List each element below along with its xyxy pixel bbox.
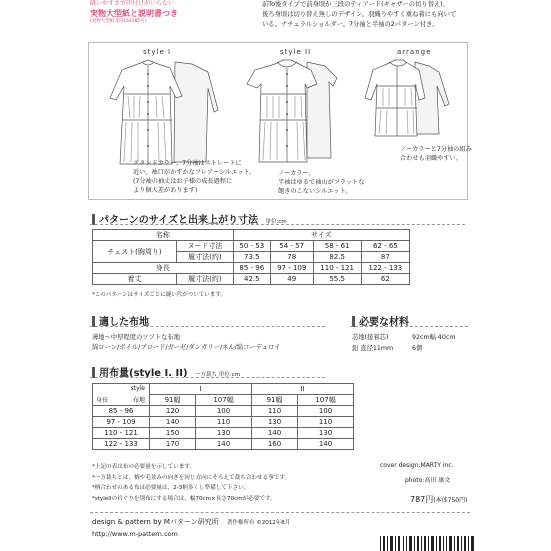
width-header: 91幅 <box>251 395 297 406</box>
cover-credit: cover design:MARTY inc. <box>380 462 454 469</box>
table-row <box>93 384 354 395</box>
usage-note: *柄合わせのある布は必要量は、2-3柄多くし準備して下さい。 <box>92 485 250 492</box>
nude-label: ヌード寸法 <box>177 241 234 252</box>
table-cell: 130 <box>251 417 297 428</box>
width-header: 107幅 <box>298 395 354 406</box>
style-1-illustration <box>100 58 250 168</box>
size-title-text: パターンのサイズと出来上がり寸法 <box>99 215 258 226</box>
material-item <box>352 344 472 355</box>
caption-style-1 <box>133 160 273 196</box>
caption-1-line-1: スタンドカラー。7分袖はストレートに <box>133 160 242 167</box>
header-fabric: 布地 <box>132 397 145 404</box>
material-name: 釦 直径11mm <box>352 344 394 352</box>
table-row <box>93 241 410 252</box>
table-cell: 140 <box>298 439 354 450</box>
table-cell: 82.5 <box>313 252 361 263</box>
photo-credit: photo:高田 康文 <box>405 477 451 484</box>
row-height: 97 - 109 <box>93 417 150 428</box>
table-cell: 160 <box>251 439 297 450</box>
header-name: 名称 <box>93 230 234 241</box>
table-cell: 97 - 109 <box>270 263 313 274</box>
table-cell: 110 - 121 <box>313 263 361 274</box>
description-line-3: いる。ナチュラルショルダー。7分袖と半袖の2パターン付き。 <box>262 20 439 28</box>
table-cell: 100 <box>196 406 252 417</box>
footer-divider <box>90 512 470 513</box>
table-row <box>93 417 354 428</box>
caption-1-line-4: より個人差があります) <box>133 186 198 194</box>
caption-1-line-2: 近い、袖口がかすかなフレアーシルエット。 <box>133 168 256 176</box>
usage-note: *styleIIの衿ぐりを別布にする場合は、幅70cm×長さ70cmが必要です。 <box>92 495 276 502</box>
row-height: 85 - 96 <box>93 406 150 417</box>
fabric-line-1: 薄地〜中厚程度のソフトな布地 <box>92 334 181 341</box>
description <box>262 0 512 29</box>
table-cell: 140 <box>150 417 196 428</box>
header-size: サイズ <box>233 230 409 241</box>
size-note: *このパターンはサイズごとに縫い代がついています。 <box>92 292 226 298</box>
promo-line-2: 実物大型紙と説明書つき <box>90 8 178 18</box>
table-cell: 130 <box>196 428 252 439</box>
usage-table <box>92 383 354 450</box>
table-cell: 150 <box>150 428 196 439</box>
designer-text: design & pattern by Mパターン研究所 <box>92 518 219 526</box>
size-unit: 単位:cm <box>265 219 287 225</box>
usage-notes <box>92 462 392 505</box>
caption-3-line-2: 合わせも羽織やすい。 <box>400 154 462 162</box>
materials-title-text: 必要な材料 <box>359 317 409 328</box>
table-cell: 140 <box>196 439 252 450</box>
chest-label: チェスト(胸周り) <box>93 241 177 263</box>
width-header: 107幅 <box>196 395 252 406</box>
website-url: http://www.m-pattern.com <box>92 530 178 538</box>
caption-3-line-1: ノーカラーと7分袖の組み <box>400 146 472 153</box>
usage-title-text: 用布量(style I. II) <box>99 368 188 379</box>
table-row <box>93 274 410 285</box>
table-cell: 120 <box>150 406 196 417</box>
table-cell: 50 - 53 <box>233 241 270 252</box>
material-value: 6個 <box>412 344 423 352</box>
divider <box>90 377 325 378</box>
usage-header-corner <box>93 384 150 406</box>
finished-label: 履寸法(約) <box>177 252 234 263</box>
table-row <box>93 263 410 274</box>
usage-note: *一方裁ちとは、柄や毛並みの向きを同じ方向にそろえて裁ち合わせる事です。 <box>92 474 291 481</box>
promo-line-3: (実物大型紙 第3150185号) <box>90 18 147 24</box>
header-height: 身長 <box>96 397 109 404</box>
table-cell: 55.5 <box>313 274 361 285</box>
table-cell: 73.5 <box>233 252 270 263</box>
table-cell: 100 <box>298 406 354 417</box>
style-2-label: style II <box>280 48 312 56</box>
header-style-2: II <box>251 384 353 395</box>
table-cell: 110 <box>196 417 252 428</box>
style-2-illustration <box>245 58 365 168</box>
arrange-label: arrange <box>397 48 432 56</box>
copyright-text: 著作権所有 ©2012年8月 <box>227 520 291 526</box>
description-line-2: 後ろ身頃は切り替え無しのデザイン。羽織りやすく重ね着にも向いて <box>262 10 457 18</box>
description-line-1: 前To後タイプで前身頃が三段のティアード(ギャザーの切り替え)、 <box>262 1 450 8</box>
barcode-icon <box>378 536 478 551</box>
header-style: style <box>130 385 145 392</box>
top-left-promo <box>90 0 210 25</box>
fabric-text <box>92 333 280 353</box>
fabric-title-text: 適した布地 <box>99 317 149 328</box>
table-row <box>93 406 354 417</box>
usage-unit: 一方裁ち 単位:cm <box>195 372 240 378</box>
fabric-line-2: 綿ローン/ボイル/ブロード/ガーゼ/ダンガリー/ネル/綿コーデュロイ <box>92 344 281 352</box>
table-row <box>93 230 410 241</box>
table-row <box>93 428 354 439</box>
table-cell: 122 - 133 <box>361 263 409 274</box>
caption-2-line-3: 飽きのこないシルエット。 <box>278 187 352 195</box>
caption-2-line-1: ノーカラー。 <box>278 170 315 177</box>
price <box>410 494 467 505</box>
caption-arrange <box>400 146 480 164</box>
length-label: 着丈 <box>93 274 177 285</box>
usage-note: *上記の表は布の必要量を示しています。 <box>92 464 196 470</box>
table-cell: 42.5 <box>233 274 270 285</box>
height-label: 身長 <box>93 263 234 274</box>
table-cell: 62 - 65 <box>361 241 409 252</box>
table-cell: 110 <box>298 417 354 428</box>
table-cell: 87 <box>361 252 409 263</box>
table-cell: 62 <box>361 274 409 285</box>
promo-line-1: 縫いやすさで印付けがいらない <box>90 0 175 7</box>
divider <box>90 224 465 225</box>
table-cell: 130 <box>298 428 354 439</box>
table-cell: 140 <box>251 428 297 439</box>
table-cell: 58 - 61 <box>313 241 361 252</box>
length-sub-label: 履寸法(約) <box>177 274 234 285</box>
table-cell: 78 <box>270 252 313 263</box>
divider <box>350 326 468 327</box>
price-value: 787円 <box>410 495 434 504</box>
caption-1-line-3: (7分袖の袖丈はお子様の成長過程に <box>133 177 233 185</box>
table-cell: 85 - 96 <box>233 263 270 274</box>
materials-list <box>352 333 472 354</box>
row-height: 110 - 121 <box>93 428 150 439</box>
price-tax: (本体750円) <box>433 497 468 504</box>
material-value: 92cm幅 40cm <box>412 334 456 341</box>
material-item <box>352 333 472 344</box>
caption-2-line-2: 半袖はゆるで袖山がフラットな <box>278 178 365 186</box>
header-style-1: I <box>150 384 252 395</box>
divider <box>90 326 325 327</box>
table-cell: 49 <box>270 274 313 285</box>
table-cell: 54 - 57 <box>270 241 313 252</box>
table-cell: 170 <box>150 439 196 450</box>
style-1-label: style I <box>143 48 172 56</box>
row-height: 122 - 133 <box>93 439 150 450</box>
designer-credit <box>92 517 290 527</box>
size-table <box>92 229 410 285</box>
table-cell: 110 <box>251 406 297 417</box>
table-row <box>93 439 354 450</box>
width-header: 91幅 <box>150 395 196 406</box>
caption-style-2 <box>278 170 398 197</box>
material-name: 芯地(接着芯) <box>352 334 389 341</box>
arrange-illustration <box>365 58 465 138</box>
